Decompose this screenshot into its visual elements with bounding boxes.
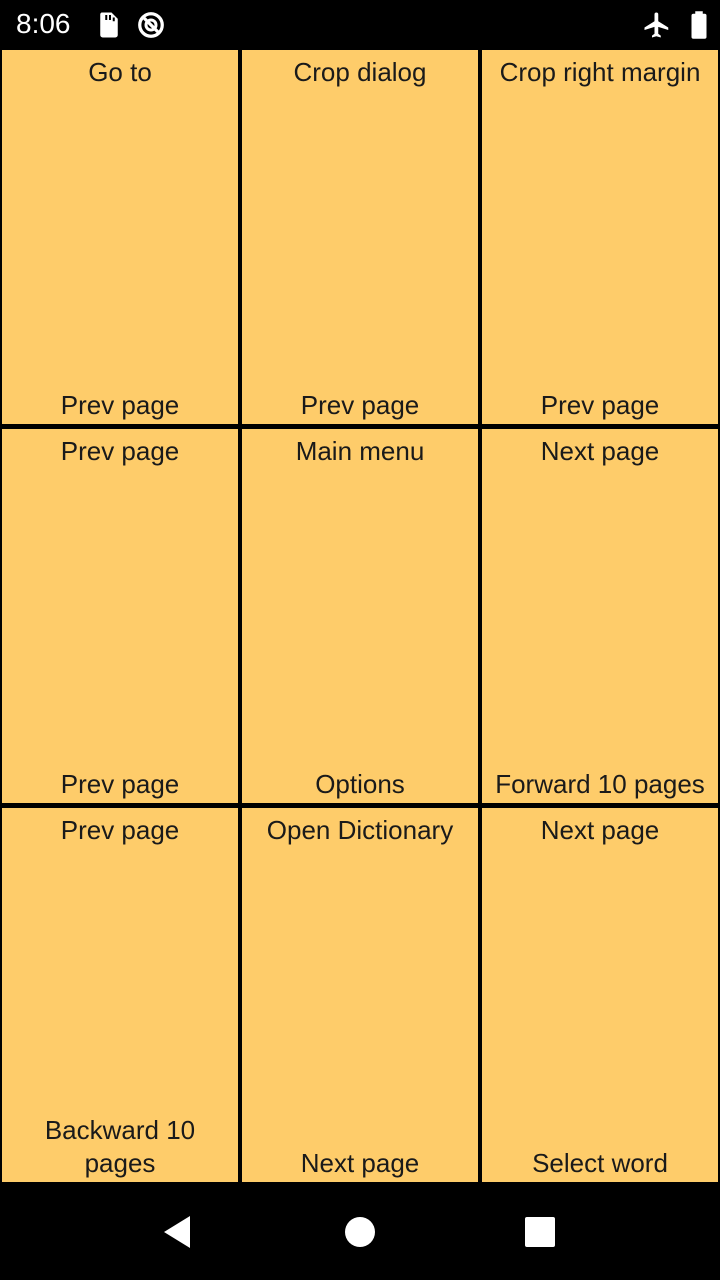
- zone-long-press-action: Prev page: [60, 390, 180, 420]
- tap-zone-grid: [0, 48, 720, 1184]
- zone-long-press-action: Prev page: [60, 769, 180, 799]
- airplane-mode-icon: [642, 10, 672, 40]
- zone-tap-action: Open Dictionary: [266, 815, 454, 845]
- zone-long-press-action: Forward 10 pages: [495, 769, 705, 799]
- zone-tap-action: Crop right margin: [499, 57, 701, 87]
- zone-tap-action: Prev page: [60, 436, 180, 466]
- tap-zone-top-left[interactable]: [2, 50, 238, 424]
- tap-zone-top-center[interactable]: [242, 50, 478, 424]
- zone-tap-action: Next page: [540, 436, 660, 466]
- zone-long-press-action: Prev page: [300, 390, 420, 420]
- zone-long-press-action: Select word: [532, 1148, 668, 1178]
- tap-zone-top-right[interactable]: [482, 50, 718, 424]
- zone-long-press-action: Options: [315, 769, 405, 799]
- tap-zone-middle-right[interactable]: [482, 429, 718, 803]
- zone-long-press-action: Prev page: [540, 390, 660, 420]
- zone-long-press-action: Backward 10 pages: [44, 1115, 196, 1178]
- zone-tap-action: Next page: [540, 815, 660, 845]
- status-bar: [0, 0, 720, 48]
- zone-tap-action: Main menu: [295, 436, 425, 466]
- back-icon[interactable]: [154, 1208, 202, 1256]
- tap-zone-bottom-right[interactable]: [482, 808, 718, 1182]
- zone-long-press-action: Next page: [300, 1148, 420, 1178]
- sd-card-icon: [94, 10, 124, 40]
- tap-zone-center[interactable]: [242, 429, 478, 803]
- sync-icon: [136, 10, 166, 40]
- tap-zone-bottom-left[interactable]: [2, 808, 238, 1182]
- recents-icon[interactable]: [516, 1208, 564, 1256]
- zone-tap-action: Prev page: [60, 815, 180, 845]
- navigation-bar: [0, 1184, 720, 1280]
- status-time: 8:06: [16, 8, 71, 39]
- zone-tap-action: Go to: [88, 57, 152, 87]
- home-icon[interactable]: [336, 1208, 384, 1256]
- battery-icon: [684, 10, 714, 40]
- tap-zone-middle-left[interactable]: [2, 429, 238, 803]
- tap-zone-bottom-center[interactable]: [242, 808, 478, 1182]
- zone-tap-action: Crop dialog: [293, 57, 427, 87]
